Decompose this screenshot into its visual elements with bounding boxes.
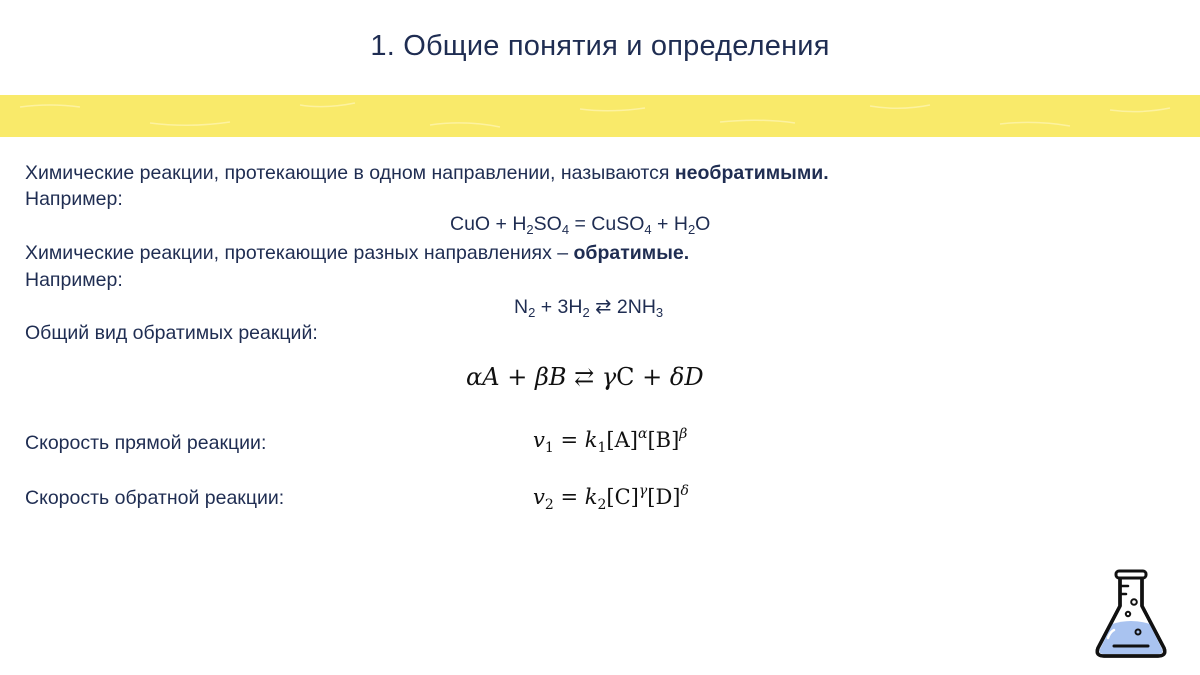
forward-rate-equation: $v_1 = k_1[A]^\alpha[B]^\beta$ [533,426,688,456]
reverse-rate-equation: $v_2 = k_2[C]^\gamma[D]^\delta$ [533,483,689,513]
equation-reversible: $N_2 + 3H_2$ ⇄ $2NH_3$ [514,296,664,320]
reverse-rate-label: Скорость обратной реакции: [25,487,285,509]
paragraph-reversible-text: Химические реакции, протекающие разных направлениях – [25,242,574,264]
term-reversible: обратимые. [573,242,690,264]
paragraph-irreversible-text: Химические реакции, протекающие в одном направлении, называются [25,162,675,184]
page-title: 1. Общие понятия и определения [370,30,830,62]
forward-rate-label: Скорость прямой реакции: [25,432,267,454]
paragraph-reversible [25,240,689,266]
general-reaction-equation: αA + βB ⇄ γC + δD [466,363,704,391]
general-form-label: Общий вид обратимых реакций: [25,322,318,344]
example-label-2: Например: [25,269,123,291]
equation-irreversible: CuO + $H_2SO_4$ = CuSO$_4$ + $H_2O$ [450,213,711,237]
flask-icon [1090,568,1172,668]
example-label-1: Например: [25,188,123,210]
paragraph-irreversible [25,160,829,186]
term-irreversible: необратимыми. [674,162,829,184]
band-texture [0,95,1200,137]
decorative-yellow-band [0,95,1200,137]
